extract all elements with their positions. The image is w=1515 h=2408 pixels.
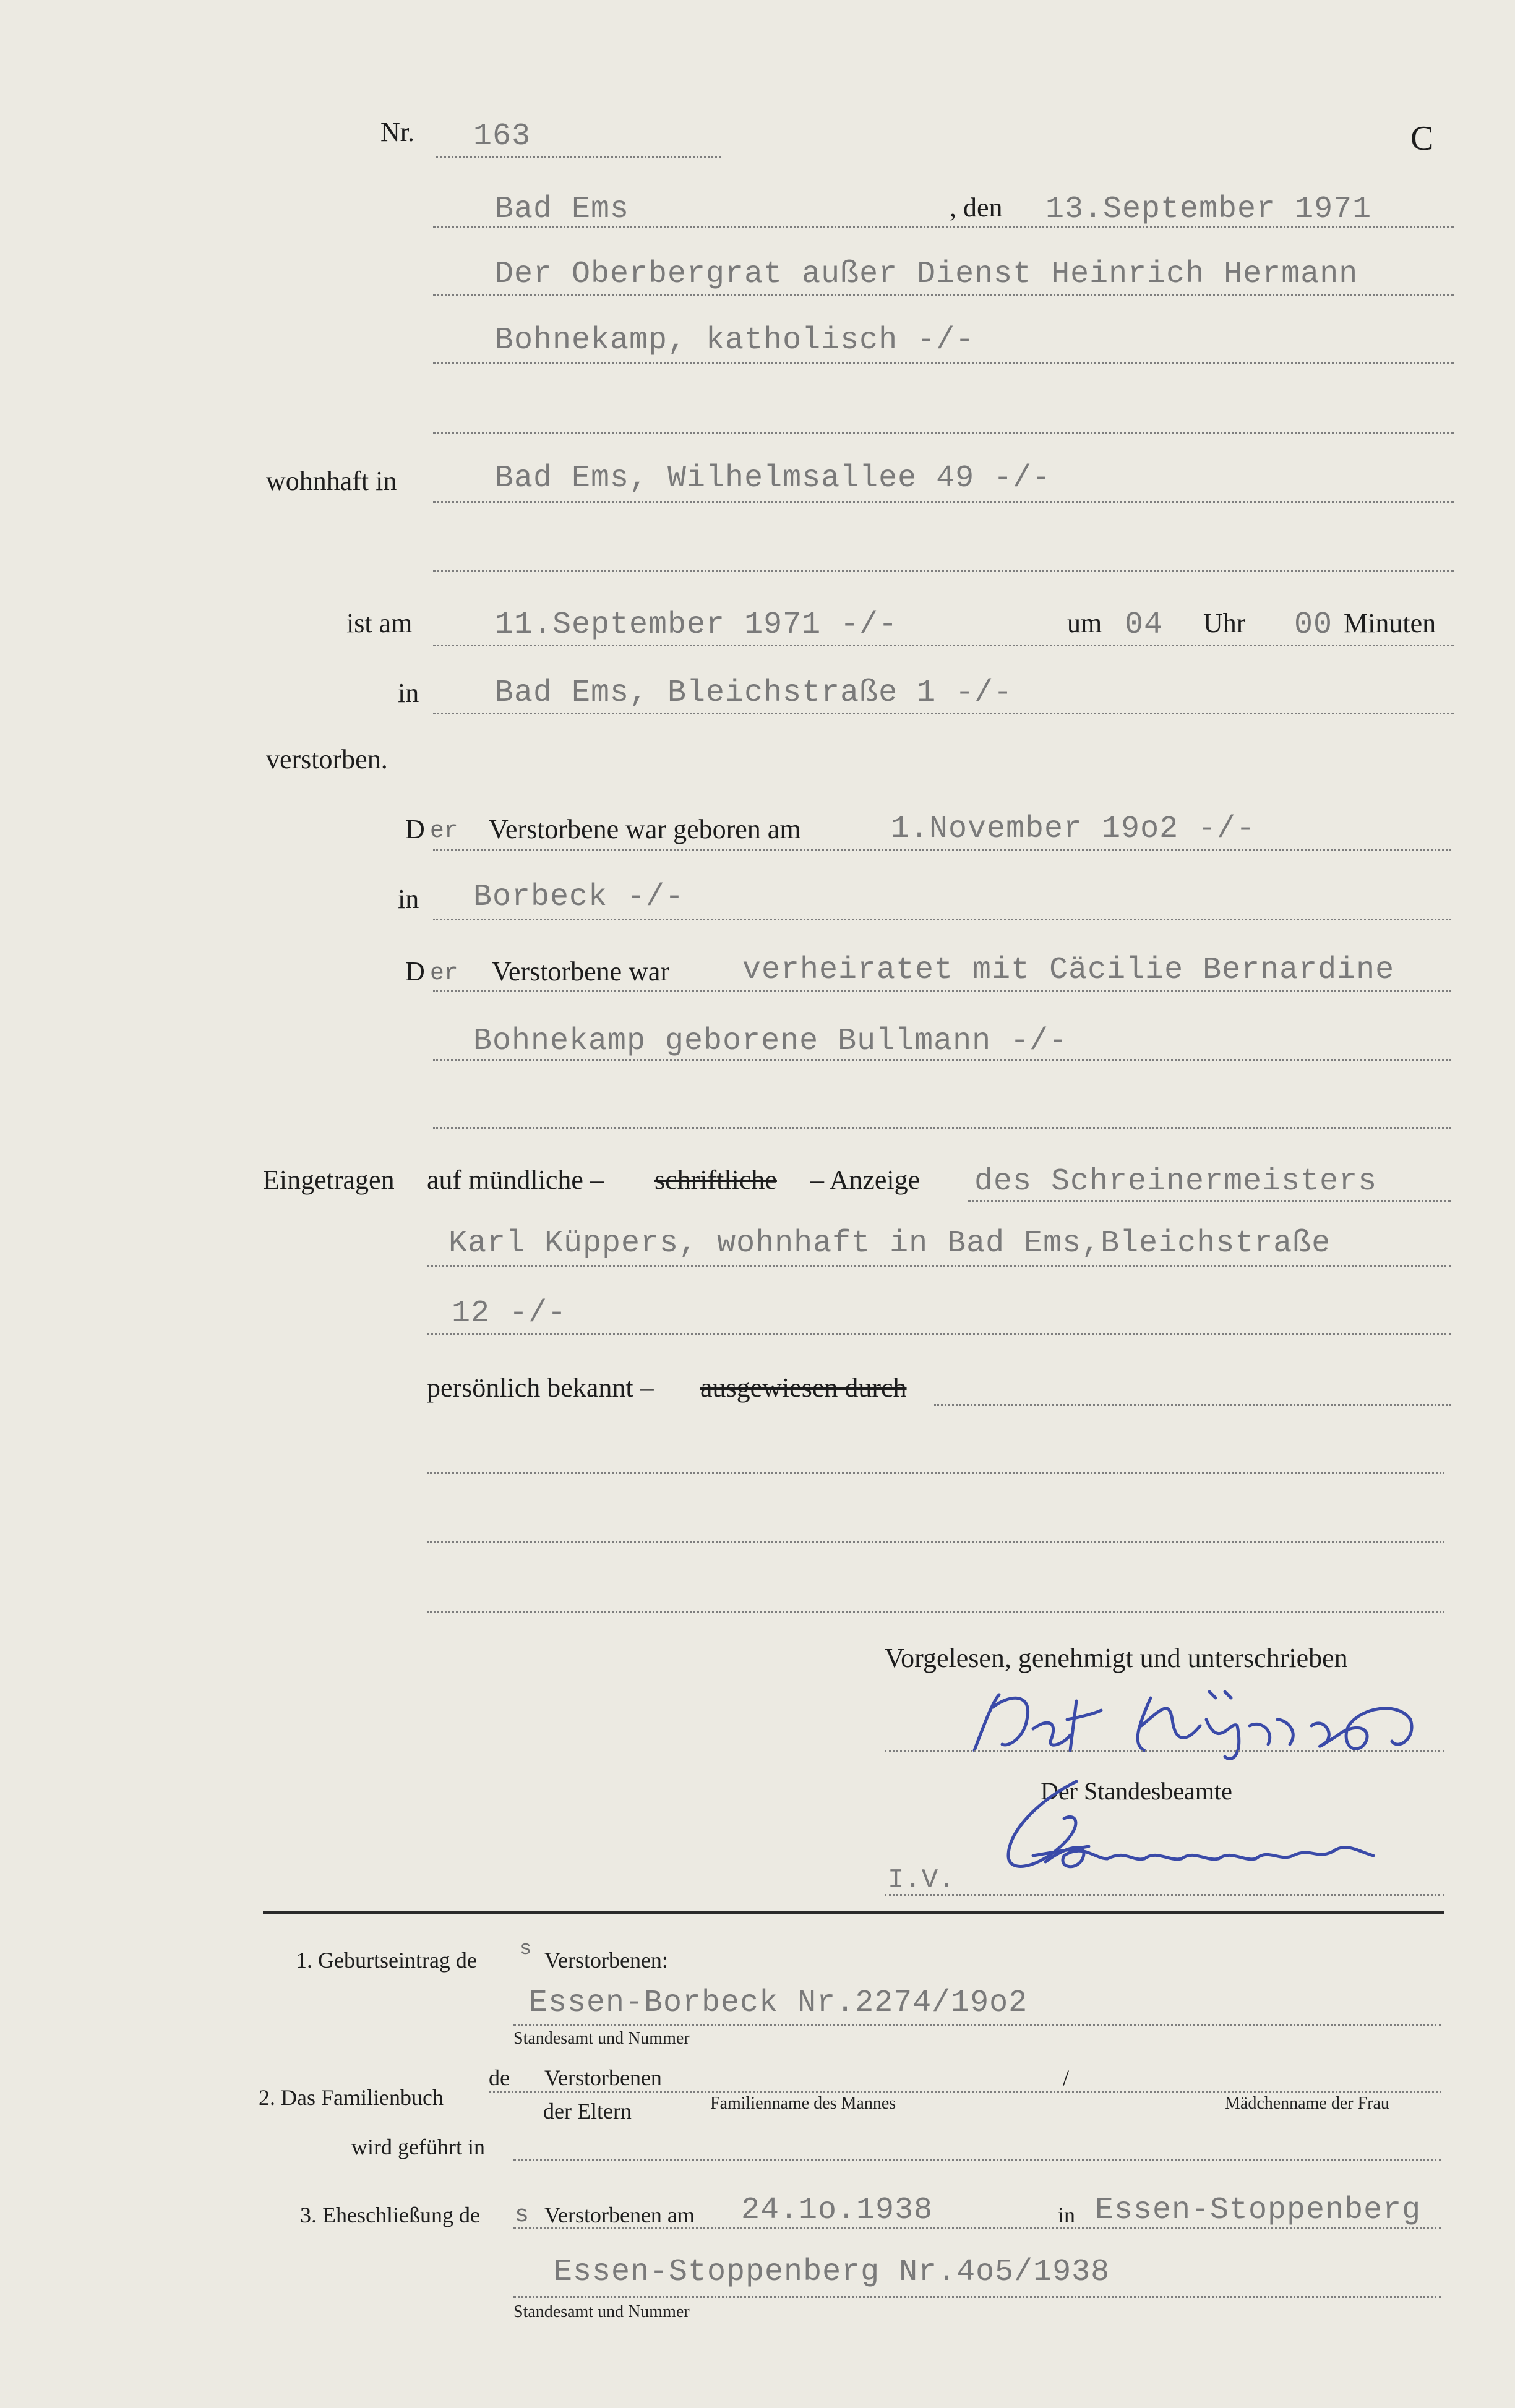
maedchenname-label: Mädchenname der Frau (1225, 2094, 1389, 2113)
line-blank-2 (433, 570, 1454, 572)
line-blank-4 (427, 1472, 1444, 1474)
item1-value: Essen-Borbeck Nr.2274/19o2 (529, 1986, 1028, 2021)
um-label: um (1067, 608, 1102, 638)
line-informant-1 (968, 1200, 1451, 1202)
den-label: , den (950, 192, 1003, 223)
item2-label: 2. Das Familienbuch (259, 2085, 444, 2110)
item3-s: s (515, 2202, 529, 2229)
line-signature-2 (885, 1894, 1444, 1896)
married-label: Verstorbene war (492, 956, 670, 987)
birth-place: Borbeck -/- (473, 880, 685, 915)
line-death-place (433, 713, 1454, 714)
schriftliche-label: schriftliche (654, 1165, 777, 1195)
line-birth-place (433, 919, 1451, 920)
line-item2 (489, 2091, 1441, 2093)
wohnhaft-label: wohnhaft in (266, 466, 397, 496)
line-marriage-registry (513, 2296, 1441, 2298)
death-place: Bad Ems, Bleichstraße 1 -/- (495, 675, 1013, 711)
marriage-date: 24.1o.1938 (741, 2193, 933, 2228)
line-signature-1 (885, 1750, 1444, 1752)
person-line-2: Bohnekamp, katholisch -/- (495, 323, 975, 358)
auf-label: auf mündliche – (427, 1165, 604, 1195)
line-married-1 (433, 990, 1451, 992)
line-married-2 (433, 1059, 1451, 1061)
entry-date: 13.September 1971 (1045, 192, 1372, 227)
in-label: in (398, 678, 419, 708)
death-minutes: 00 (1294, 607, 1333, 643)
registrar-signature (990, 1769, 1423, 1893)
item2-verstorbenen: Verstorbenen (544, 2065, 662, 2090)
line-blank-3 (433, 1127, 1451, 1129)
line-place (433, 226, 1454, 228)
married-d: D (405, 956, 425, 987)
item1-s: s (520, 1937, 532, 1960)
line-blank-6 (427, 1611, 1444, 1613)
marriage-place: Essen-Stoppenberg (1095, 2193, 1422, 2228)
verstorben-label: verstorben. (266, 744, 388, 774)
married-line-2: Bohnekamp geborene Bullmann -/- (473, 1024, 1068, 1059)
item3-label2: Verstorbenen am (544, 2203, 695, 2227)
line-item1 (513, 2024, 1441, 2026)
ausgewiesen-label: ausgewiesen durch (700, 1373, 907, 1403)
corner-letter: C (1410, 119, 1434, 158)
vorgelesen-label: Vorgelesen, genehmigt und unterschrieben (885, 1643, 1348, 1673)
standesamt-label: Standesamt und Nummer (513, 2029, 690, 2048)
uhr-label: Uhr (1203, 608, 1246, 638)
line-informant-3 (427, 1333, 1451, 1335)
line-bekannt (934, 1404, 1451, 1406)
birth-label: Verstorbene war geboren am (489, 814, 801, 844)
married-er: er (430, 960, 458, 987)
birth-in-label: in (398, 884, 419, 914)
informant-line-1: des Schreinermeisters (974, 1164, 1378, 1199)
nr-label: Nr. (380, 117, 414, 147)
married-line-1: verheiratet mit Cäcilie Bernardine (742, 953, 1395, 988)
familienname-label: Familienname des Mannes (710, 2094, 896, 2113)
informant-line-2: Karl Küppers, wohnhaft in Bad Ems,Bleichstraße (448, 1226, 1331, 1261)
line-informant-2 (427, 1265, 1451, 1267)
death-hour: 04 (1125, 607, 1164, 643)
nr-value: 163 (473, 119, 531, 154)
birth-d: D (405, 814, 425, 844)
anzeige-label: – Anzeige (810, 1165, 921, 1195)
gefuehrt-label: wird geführt in (351, 2135, 485, 2159)
line-blank-1 (433, 432, 1454, 434)
standesbeamte-label: Der Standesbeamte (1041, 1777, 1232, 1805)
line-gefuehrt (513, 2159, 1441, 2161)
footer-rule (263, 1911, 1444, 1914)
item2-de: de (489, 2065, 510, 2090)
bekannt-label: persönlich bekannt – (427, 1373, 654, 1403)
place-value: Bad Ems (495, 192, 630, 227)
item2-eltern: der Eltern (543, 2099, 632, 2123)
ist-am-label: ist am (346, 608, 413, 638)
item2-slash: / (1063, 2065, 1070, 2090)
nr-line (436, 156, 721, 158)
person-line-1: Der Oberbergrat außer Dienst Heinrich Hermann (495, 257, 1358, 292)
line-person-2 (433, 362, 1454, 364)
minuten-label: Minuten (1344, 608, 1436, 638)
death-date: 11.September 1971 -/- (495, 607, 898, 643)
item1-label2: Verstorbenen: (544, 1948, 668, 1973)
standesamt-label-2: Standesamt und Nummer (513, 2302, 690, 2321)
birth-date: 1.November 19o2 -/- (891, 812, 1256, 847)
line-wohnhaft (433, 501, 1454, 503)
eingetragen-label: Eingetragen (263, 1165, 395, 1195)
item3-label: 3. Eheschließung de (300, 2203, 480, 2227)
wohnhaft-value: Bad Ems, Wilhelmsallee 49 -/- (495, 461, 1052, 496)
marriage-registry: Essen-Stoppenberg Nr.4o5/1938 (554, 2255, 1110, 2290)
line-person-1 (433, 294, 1454, 296)
line-blank-5 (427, 1541, 1444, 1543)
item3-in: in (1058, 2203, 1076, 2227)
birth-er: er (430, 818, 458, 844)
item1-label: 1. Geburtseintrag de (296, 1948, 477, 1973)
iv-label: I.V. (888, 1865, 956, 1896)
line-birth (433, 849, 1451, 851)
line-death-date (433, 645, 1454, 646)
informant-line-3: 12 -/- (452, 1296, 567, 1331)
